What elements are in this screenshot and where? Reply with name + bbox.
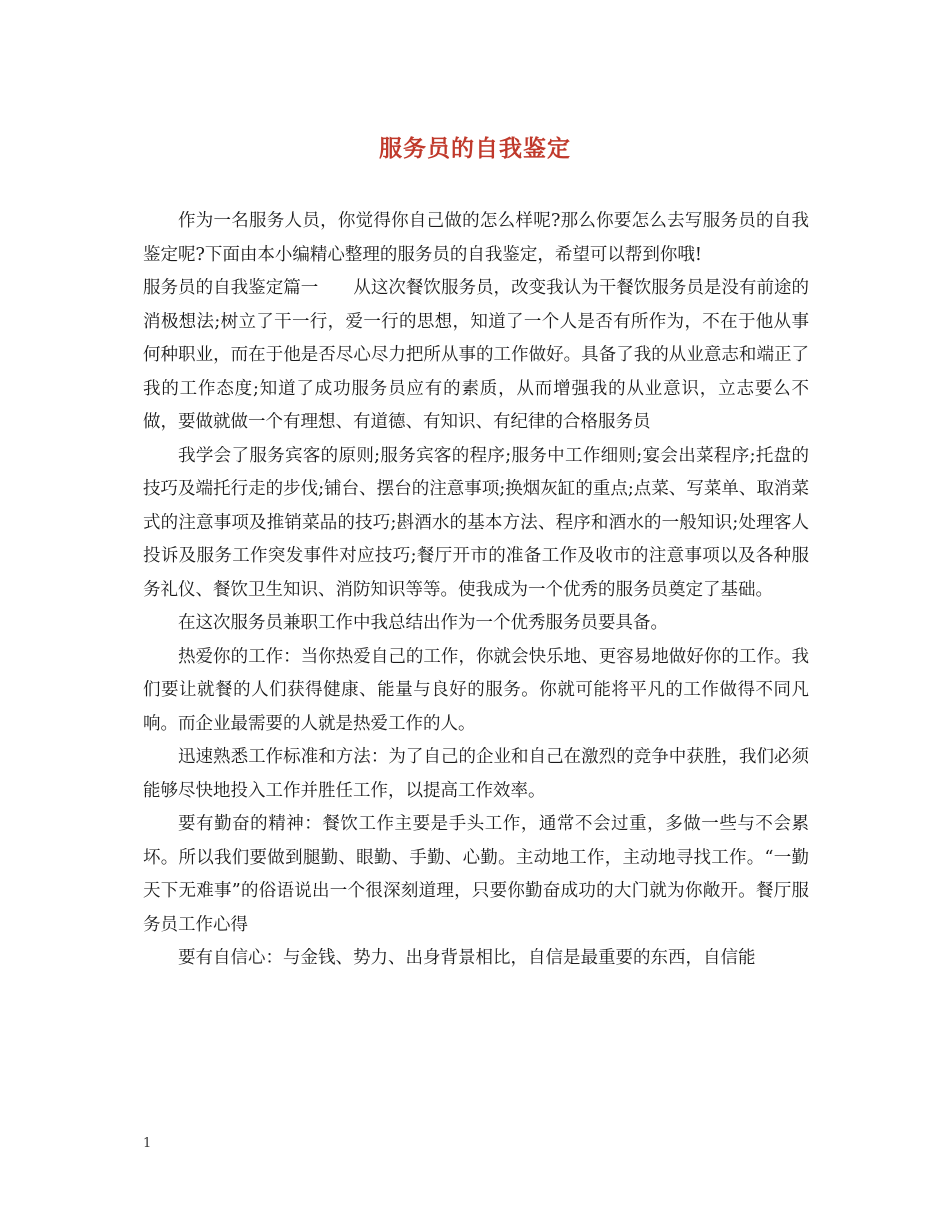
paragraph-skills: 我学会了服务宾客的原则;服务宾客的程序;服务中工作细则;宴会出菜程序;托盘的技巧及端托行走的步伐;铺台、摆台的注意事项;换烟灰缸的重点;点菜、写菜单、取消菜式的注意事项及推销菜品的技巧;斟酒水的基本方法、程序和酒水的一般知识;处理客人投诉及服务工作突发事件对应技巧;餐厅开市的准备工作及收市的注意事项以及各种服务礼仪、餐饮卫生知识、消防知识等等。使我成为一个优秀的服务员奠定了基础。 [143, 445, 809, 600]
document-title: 服务员的自我鉴定 [379, 135, 571, 162]
paragraph-standards: 迅速熟悉工作标准和方法：为了自己的企业和自己在激烈的竞争中获胜，我们必须能够尽快地投入工作并胜任工作，以提高工作效率。 [143, 747, 809, 801]
document-body [143, 205, 809, 976]
page-number: 1 [143, 1136, 152, 1151]
paragraph-intro: 作为一名服务人员，你觉得你自己做的怎么样呢?那么你要怎么去写服务员的自我鉴定呢?下面由本小编精心整理的服务员的自我鉴定，希望可以帮到你哦! [143, 211, 809, 265]
paragraph-confidence: 要有自信心：与金钱、势力、出身背景相比，自信是最重要的东西，自信能 [178, 948, 756, 968]
paragraph-love-work: 热爱你的工作：当你热爱自己的工作，你就会快乐地、更容易地做好你的工作。我们要让就餐的人们获得健康、能量与良好的服务。你就可能将平凡的工作做得不同凡响。而企业最需要的人就是热爱工作的人。 [143, 646, 809, 734]
paragraph-summary: 在这次服务员兼职工作中我总结出作为一个优秀服务员要具备。 [178, 613, 668, 633]
paragraph-diligence: 要有勤奋的精神：餐饮工作主要是手头工作，通常不会过重，多做一些与不会累坏。所以我们要做到腿勤、眼勤、手勤、心勤。主动地工作，主动地寻找工作。“一勤天下无难事”的俗语说出一个很深刻道理，只要你勤奋成功的大门就为你敞开。餐厅服务员工作心得 [143, 814, 809, 935]
paragraph-section-one: 服务员的自我鉴定篇一 从这次餐饮服务员，改变我认为干餐饮服务员是没有前途的消极想法;树立了干一行，爱一行的思想，知道了一个人是否有所作为，不在于他从事何种职业，而在于他是否尽心尽力把所从事的工作做好。具备了我的从业意志和端正了我的工作态度;知道了成功服务员应有的素质，从而增强我的从业意识，立志要么不做，要做就做一个有理想、有道德、有知识、有纪律的合格服务员 [143, 278, 809, 432]
